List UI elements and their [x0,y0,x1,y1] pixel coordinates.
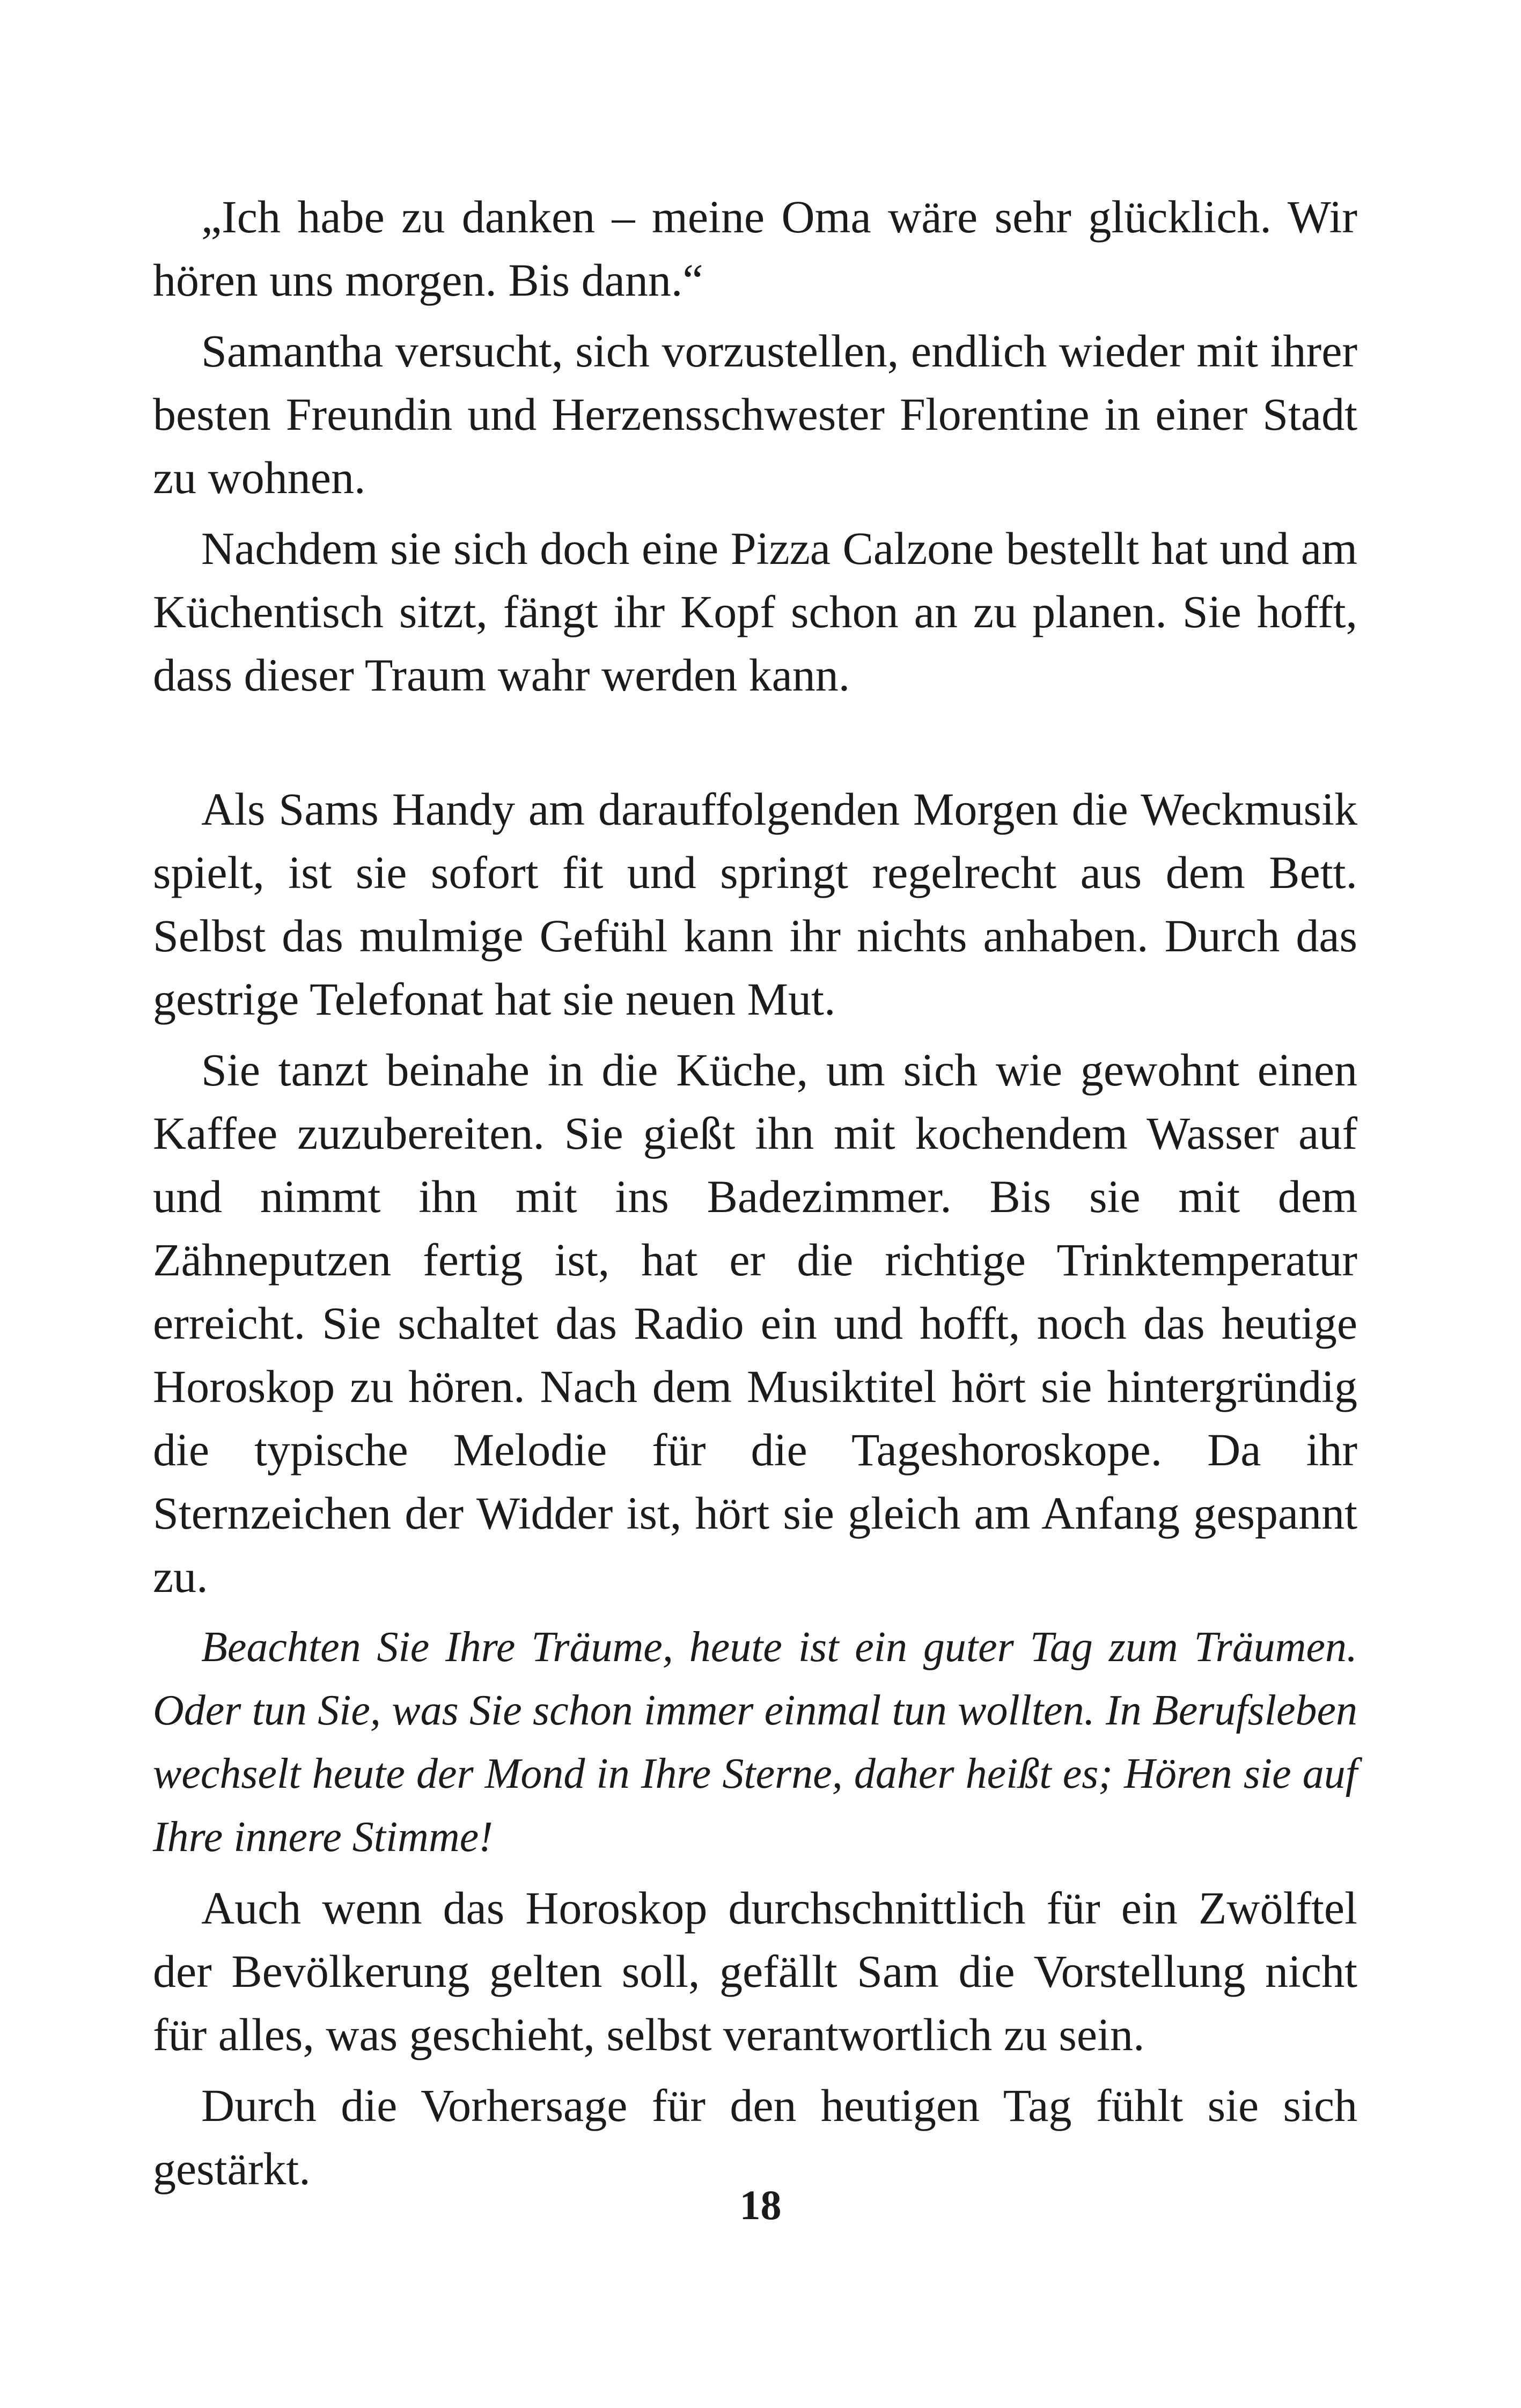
paragraph-samantha: Samantha versucht, sich vorzustellen, endlich wieder mit ihrer besten Freundin und Herzensschwester Florentine in einer Stadt zu wohnen. [153,325,1357,503]
page-number: 18 [739,2182,782,2228]
scene-break [153,714,1357,777]
paragraph-horoscope-reflection: Auch wenn das Horoskop durchschnittlich für ein Zwölftel der Bevölkerung gelten soll, gefällt Sam die Vorstellung nicht für alles, was geschieht, selbst verantwortlich zu sein. [153,1882,1357,2060]
page-text [153,185,1357,2208]
paragraph-morning: Als Sams Handy am darauffolgenden Morgen die Weckmusik spielt, ist sie sofort fit und springt regelrecht aus dem Bett. Selbst das mulmige Gefühl kann ihr nichts anhaben. Durch das gestrige Telefonat hat sie neuen Mut. [153,783,1357,1025]
horoscope-quote: Beachten Sie Ihre Träume, heute ist ein guter Tag zum Träumen. Oder tun Sie, was Sie schon immer einmal tun wollten. In Berufsleben wechselt heute der Mond in Ihre Sterne, daher heißt es; Hören sie auf Ihre innere Stimme! [153,1624,1357,1861]
paragraph-strengthened: Durch die Vorhersage für den heutigen Tag fühlt sie sich gestärkt. [153,2080,1357,2194]
paragraph-dialogue: „Ich habe zu danken – meine Oma wäre sehr glücklich. Wir hören uns morgen. Bis dann.“ [153,191,1357,306]
paragraph-kitchen: Sie tanzt beinahe in die Küche, um sich wie gewohnt einen Kaffee zuzubereiten. Sie gießt ihn mit kochendem Wasser auf und nimmt ihn mit ins Badezimmer. Bis sie mit dem Zähneputzen fertig ist, hat er die richtige Trinktemperatur erreicht. Sie schaltet das Radio ein und hofft, noch das heutige Horoskop zu hören. Nach dem Musiktitel hört sie hintergründig die typische Melodie für die Tageshoroskope. Da ihr Sternzeichen der Widder ist, hört sie gleich am Anfang gespannt zu. [153,1044,1357,1602]
paragraph-pizza: Nachdem sie sich doch eine Pizza Calzone bestellt hat und am Küchentisch sitzt, fängt ihr Kopf schon an zu planen. Sie hofft, dass dieser Traum wahr werden kann. [153,523,1357,701]
